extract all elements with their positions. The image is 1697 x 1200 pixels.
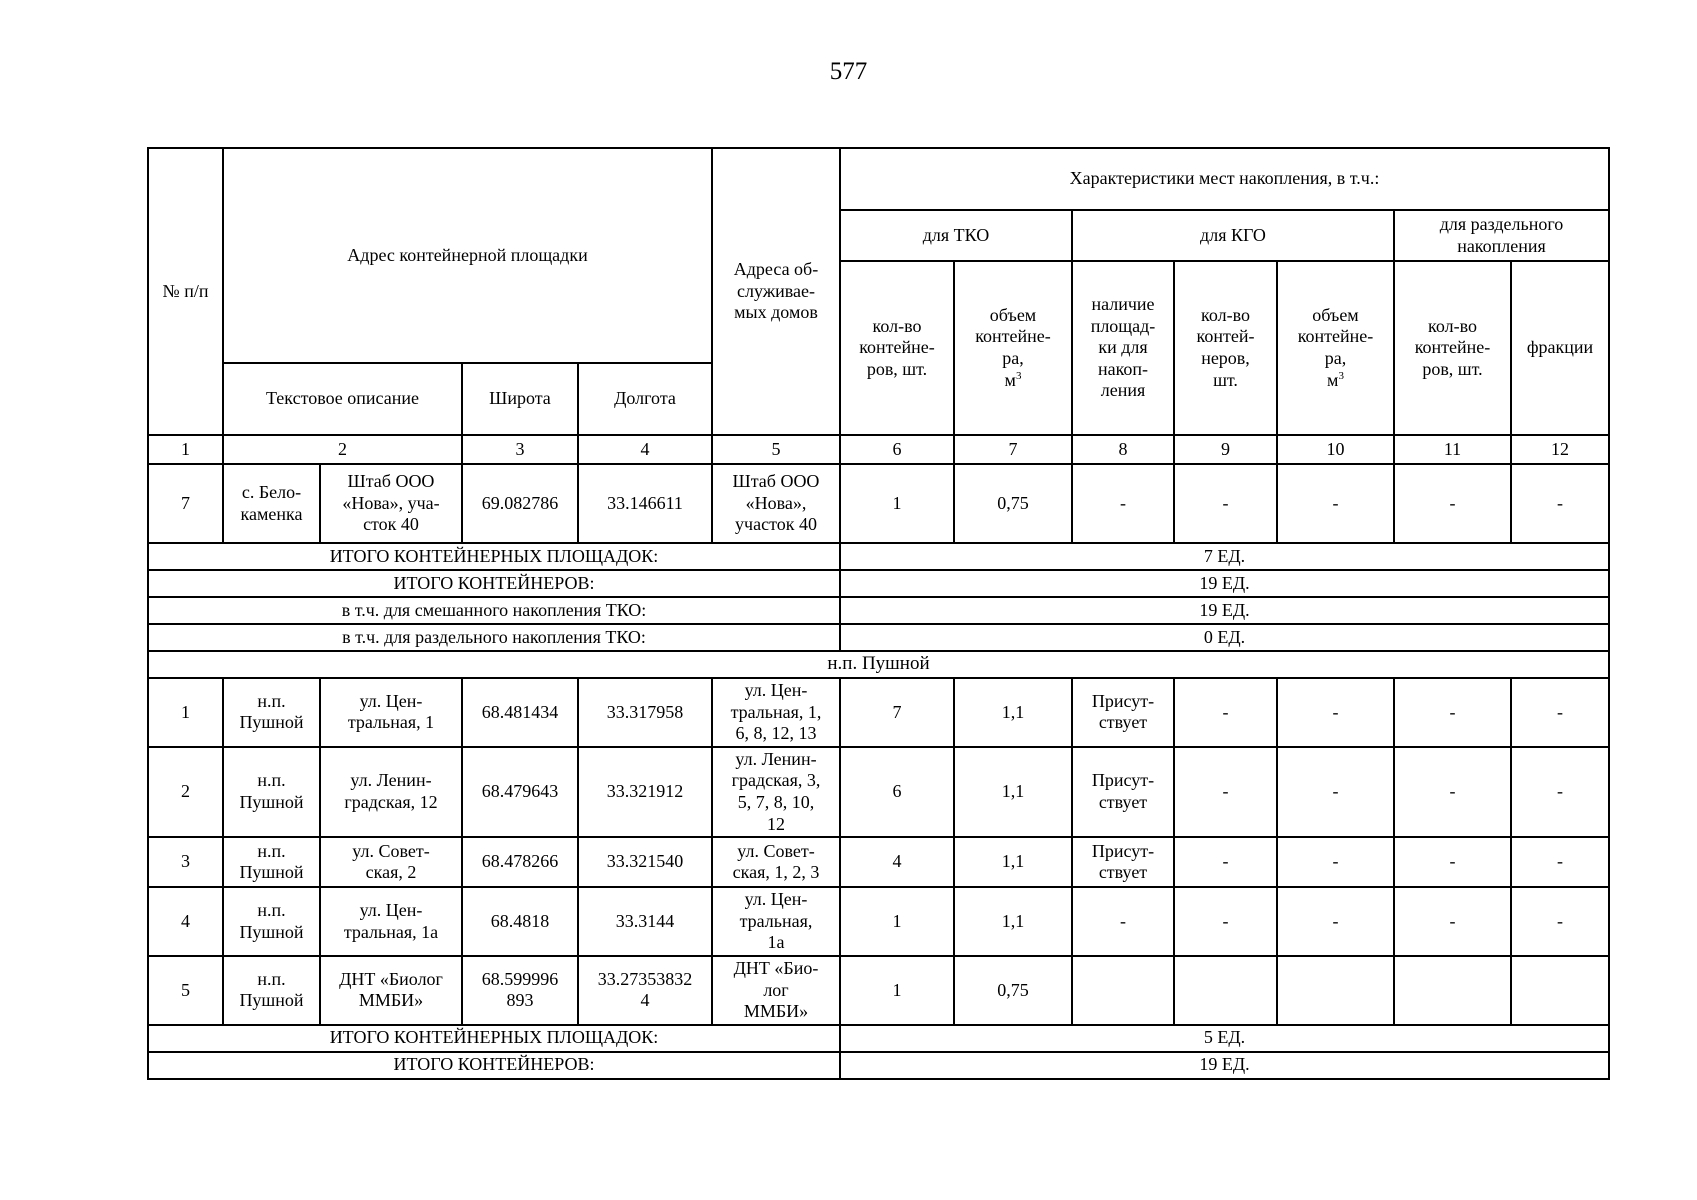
col-index: 8 bbox=[1072, 435, 1174, 464]
cell-num: 4 bbox=[148, 887, 223, 956]
table-row bbox=[148, 464, 1609, 543]
cell-c11 bbox=[1394, 956, 1511, 1025]
summary-row bbox=[148, 543, 1609, 570]
cell-served: ул. Ленин- градская, 3, 5, 7, 8, 10, 12 bbox=[712, 747, 840, 837]
cell-c9 bbox=[1174, 956, 1277, 1025]
cell-c11: - bbox=[1394, 837, 1511, 887]
cell-served: Штаб ООО «Нова», участок 40 bbox=[712, 464, 840, 543]
container-sites-table bbox=[147, 147, 1610, 1080]
cell-lon: 33.321540 bbox=[578, 837, 712, 887]
cell-lon: 33.321912 bbox=[578, 747, 712, 837]
cell-c7: 0,75 bbox=[954, 464, 1072, 543]
col-index: 7 bbox=[954, 435, 1072, 464]
cell-lon: 33.317958 bbox=[578, 678, 712, 747]
cell-num: 5 bbox=[148, 956, 223, 1025]
header-served-houses: Адреса об- служивае- мых домов bbox=[712, 148, 840, 435]
header-c6: кол-во контейне- ров, шт. bbox=[840, 261, 954, 435]
table-row bbox=[148, 956, 1609, 1025]
column-index-row bbox=[148, 435, 1609, 464]
cell-c7: 1,1 bbox=[954, 678, 1072, 747]
cell-c9: - bbox=[1174, 464, 1277, 543]
cell-num: 3 bbox=[148, 837, 223, 887]
cell-num: 1 bbox=[148, 678, 223, 747]
cell-c7: 0,75 bbox=[954, 956, 1072, 1025]
summary-value: 7 ЕД. bbox=[840, 543, 1609, 570]
cell-lat: 68.478266 bbox=[462, 837, 578, 887]
col-index: 2 bbox=[223, 435, 462, 464]
cell-c12: - bbox=[1511, 747, 1609, 837]
cell-lon: 33.3144 bbox=[578, 887, 712, 956]
header-c8: наличие площад- ки для накоп- ления bbox=[1072, 261, 1174, 435]
cell-c11: - bbox=[1394, 887, 1511, 956]
header-num: № п/п bbox=[148, 148, 223, 435]
cell-lon: 33.27353832 4 bbox=[578, 956, 712, 1025]
header-c7: объем контейне- ра, $м^3$ bbox=[954, 261, 1072, 435]
cell-c6: 1 bbox=[840, 464, 954, 543]
col-index: 12 bbox=[1511, 435, 1609, 464]
col-index: 10 bbox=[1277, 435, 1394, 464]
cell-desc: ул. Ленин- градская, 12 bbox=[320, 747, 462, 837]
cell-c7: 1,1 bbox=[954, 747, 1072, 837]
header-characteristics: Характеристики мест накопления, в т.ч.: bbox=[840, 148, 1609, 210]
header-address-group: Адрес контейнерной площадки bbox=[223, 148, 712, 363]
col-index: 6 bbox=[840, 435, 954, 464]
header-lon: Долгота bbox=[578, 363, 712, 435]
table-row bbox=[148, 837, 1609, 887]
cell-c11: - bbox=[1394, 464, 1511, 543]
header-c10: объем контейне- ра, $м^3$ bbox=[1277, 261, 1394, 435]
header-text-desc: Текстовое описание bbox=[223, 363, 462, 435]
summary-label: ИТОГО КОНТЕЙНЕРОВ: bbox=[148, 1052, 840, 1079]
cell-c10: - bbox=[1277, 678, 1394, 747]
cell-c6: 7 bbox=[840, 678, 954, 747]
cell-desc: ул. Совет- ская, 2 bbox=[320, 837, 462, 887]
cell-num: 2 bbox=[148, 747, 223, 837]
cell-c9: - bbox=[1174, 747, 1277, 837]
cell-c10: - bbox=[1277, 887, 1394, 956]
cell-locality: н.п. Пушной bbox=[223, 747, 320, 837]
col-index: 5 bbox=[712, 435, 840, 464]
cell-c9: - bbox=[1174, 887, 1277, 956]
cell-c12: - bbox=[1511, 837, 1609, 887]
table-header bbox=[148, 148, 1609, 464]
cell-c9: - bbox=[1174, 678, 1277, 747]
cell-locality: н.п. Пушной bbox=[223, 887, 320, 956]
col-index: 3 bbox=[462, 435, 578, 464]
summary-value: 19 ЕД. bbox=[840, 597, 1609, 624]
summary-row bbox=[148, 624, 1609, 651]
summary-label: в т.ч. для раздельного накопления ТКО: bbox=[148, 624, 840, 651]
col-index: 1 bbox=[148, 435, 223, 464]
cell-lat: 68.481434 bbox=[462, 678, 578, 747]
cell-c12: - bbox=[1511, 678, 1609, 747]
col-index: 4 bbox=[578, 435, 712, 464]
cell-c6: 1 bbox=[840, 956, 954, 1025]
cell-c8: Присут- ствует bbox=[1072, 837, 1174, 887]
cell-locality: н.п. Пушной bbox=[223, 678, 320, 747]
cell-c6: 4 bbox=[840, 837, 954, 887]
cell-c8: Присут- ствует bbox=[1072, 678, 1174, 747]
table-row bbox=[148, 747, 1609, 837]
cell-c11: - bbox=[1394, 747, 1511, 837]
summary-row bbox=[148, 1025, 1609, 1052]
table-row bbox=[148, 887, 1609, 956]
cell-c7: 1,1 bbox=[954, 887, 1072, 956]
cell-c10: - bbox=[1277, 837, 1394, 887]
cell-desc: Штаб ООО «Нова», уча- сток 40 bbox=[320, 464, 462, 543]
header-c12: фракции bbox=[1511, 261, 1609, 435]
header-kgo: для КГО bbox=[1072, 210, 1394, 261]
summary-label: ИТОГО КОНТЕЙНЕРНЫХ ПЛОЩАДОК: bbox=[148, 1025, 840, 1052]
summary-label: ИТОГО КОНТЕЙНЕРОВ: bbox=[148, 570, 840, 597]
cell-c7: 1,1 bbox=[954, 837, 1072, 887]
cell-c9: - bbox=[1174, 837, 1277, 887]
header-separate: для раздельного накопления bbox=[1394, 210, 1609, 261]
cell-c10: - bbox=[1277, 464, 1394, 543]
page-number: 577 bbox=[829, 58, 868, 85]
summary-label: в т.ч. для смешанного накопления ТКО: bbox=[148, 597, 840, 624]
header-lat: Широта bbox=[462, 363, 578, 435]
summary-row bbox=[148, 1052, 1609, 1079]
cell-c8: - bbox=[1072, 464, 1174, 543]
summary-value: 5 ЕД. bbox=[840, 1025, 1609, 1052]
cell-served: ул. Цен- тральная, 1, 6, 8, 12, 13 bbox=[712, 678, 840, 747]
col-index: 9 bbox=[1174, 435, 1277, 464]
cell-c6: 6 bbox=[840, 747, 954, 837]
summary-row bbox=[148, 570, 1609, 597]
summary-value: 0 ЕД. bbox=[840, 624, 1609, 651]
cell-c8 bbox=[1072, 956, 1174, 1025]
summary-value: 19 ЕД. bbox=[840, 1052, 1609, 1079]
cell-lat: 69.082786 bbox=[462, 464, 578, 543]
summary-row bbox=[148, 597, 1609, 624]
cell-locality: н.п. Пушной bbox=[223, 837, 320, 887]
cell-lat: 68.599996 893 bbox=[462, 956, 578, 1025]
cell-c6: 1 bbox=[840, 887, 954, 956]
cell-c11: - bbox=[1394, 678, 1511, 747]
cell-served: ул. Совет- ская, 1, 2, 3 bbox=[712, 837, 840, 887]
section-rows bbox=[148, 678, 1609, 1025]
table-row bbox=[148, 678, 1609, 747]
cell-locality: с. Бело- каменка bbox=[223, 464, 320, 543]
col-index: 11 bbox=[1394, 435, 1511, 464]
cell-lat: 68.4818 bbox=[462, 887, 578, 956]
header-tko: для ТКО bbox=[840, 210, 1072, 261]
cell-c12: - bbox=[1511, 887, 1609, 956]
cell-desc: ул. Цен- тральная, 1а bbox=[320, 887, 462, 956]
header-c9: кол-во контей- неров, шт. bbox=[1174, 261, 1277, 435]
cell-c8: - bbox=[1072, 887, 1174, 956]
section-row bbox=[148, 651, 1609, 678]
cell-c8: Присут- ствует bbox=[1072, 747, 1174, 837]
cell-served: ул. Цен- тральная, 1а bbox=[712, 887, 840, 956]
cell-desc: ДНТ «Биолог ММБИ» bbox=[320, 956, 462, 1025]
section-title: н.п. Пушной bbox=[148, 651, 1609, 678]
cell-c10 bbox=[1277, 956, 1394, 1025]
cell-c12 bbox=[1511, 956, 1609, 1025]
cell-c10: - bbox=[1277, 747, 1394, 837]
cell-served: ДНТ «Био- лог ММБИ» bbox=[712, 956, 840, 1025]
cell-lat: 68.479643 bbox=[462, 747, 578, 837]
cell-num: 7 bbox=[148, 464, 223, 543]
cell-lon: 33.146611 bbox=[578, 464, 712, 543]
header-c11: кол-во контейне- ров, шт. bbox=[1394, 261, 1511, 435]
summary-label: ИТОГО КОНТЕЙНЕРНЫХ ПЛОЩАДОК: bbox=[148, 543, 840, 570]
cell-c12: - bbox=[1511, 464, 1609, 543]
summary-value: 19 ЕД. bbox=[840, 570, 1609, 597]
cell-locality: н.п. Пушной bbox=[223, 956, 320, 1025]
cell-desc: ул. Цен- тральная, 1 bbox=[320, 678, 462, 747]
